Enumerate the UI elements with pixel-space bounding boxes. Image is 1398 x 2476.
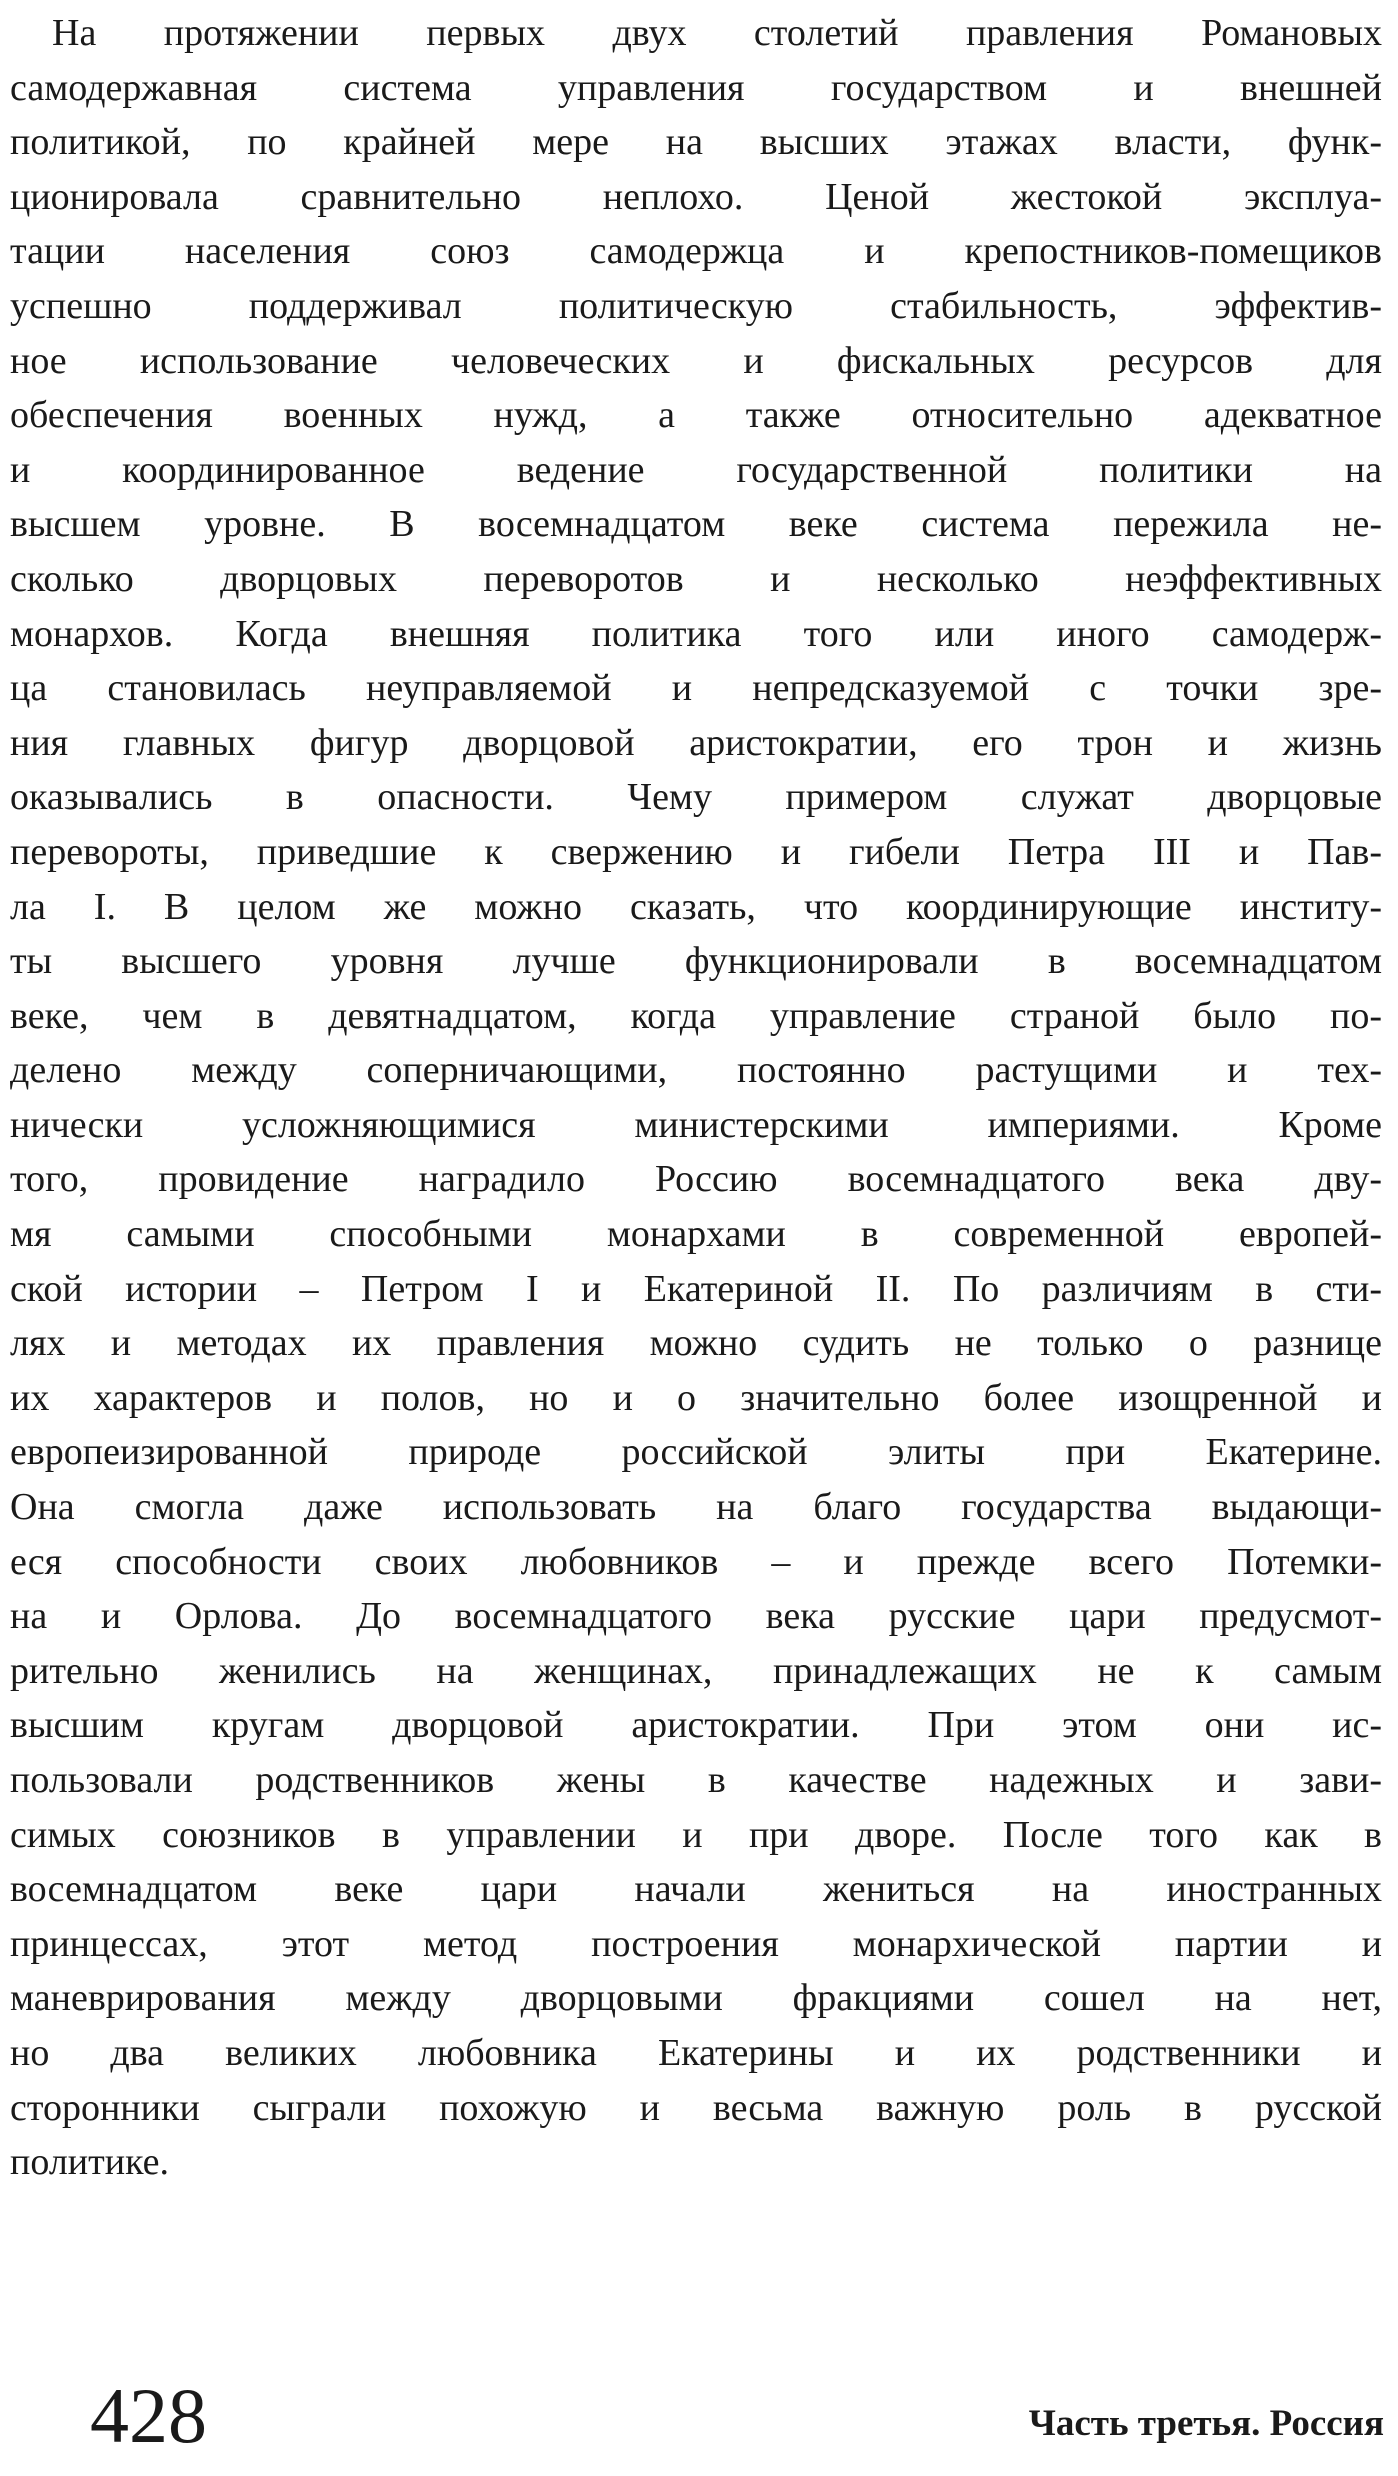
text-line: На протяжении первых двух столетий правления Романовых: [52, 12, 1382, 54]
text-line: ца становилась неуправляемой и непредсказуемой с точки зре-: [10, 667, 1382, 710]
text-line: принцессах, этот метод построения монархической партии и: [10, 1922, 1382, 1965]
text-line: на и Орлова. До восемнадцатого века русские цари предусмот-: [10, 1595, 1382, 1638]
text-line: нически усложняющимися министерскими империями. Кроме: [10, 1103, 1382, 1146]
text-line: маневрирования между дворцовыми фракциями сошел на нет,: [10, 1977, 1382, 2020]
text-line: веке, чем в девятнадцатом, когда управление страной было по-: [10, 994, 1382, 1037]
text-line: политикой, по крайней мере на высших этажах власти, функ-: [10, 121, 1382, 164]
text-line: пользовали родственников жены в качестве надежных и зави-: [10, 1759, 1382, 1801]
text-line: ния главных фигур дворцовой аристократии, его трон и жизнь: [10, 721, 1382, 764]
text-line: еся способности своих любовников – и прежде всего Потемки-: [10, 1540, 1382, 1583]
text-line: и координированное ведение государственной политики на: [10, 448, 1382, 491]
text-line: монархов. Когда внешняя политика того или иного самодерж-: [10, 612, 1382, 655]
text-line: сторонники сыграли похожую и весьма важную роль в русской: [10, 2086, 1382, 2129]
text-line: симых союзников в управлении и при дворе. После того как в: [10, 1813, 1382, 1856]
text-line: ты высшего уровня лучше функционировали в восемнадцатом: [10, 940, 1382, 983]
page-number: 428: [90, 2372, 207, 2459]
text-line: самодержавная система управления государством и внешней: [10, 66, 1382, 109]
text-line: оказывались в опасности. Чему примером служат дворцовые: [10, 776, 1382, 819]
text-line: европеизированной природе российской элиты при Екатерине.: [10, 1431, 1382, 1474]
text-line: ционировала сравнительно неплохо. Ценой жестокой эксплуа-: [10, 175, 1382, 218]
running-head: Часть третья. Россия: [1028, 2403, 1384, 2444]
page-footer: [0, 2366, 1398, 2466]
text-line: но два великих любовника Екатерины и их родственники и: [10, 2031, 1382, 2074]
text-line: обеспечения военных нужд, а также относительно адекватное: [10, 394, 1382, 437]
text-line: высшим кругам дворцовой аристократии. При этом они ис-: [10, 1704, 1382, 1747]
text-line: того, провидение наградило Россию восемнадцатого века дву-: [10, 1158, 1382, 1201]
text-line: ное использование человеческих и фискальных ресурсов для: [10, 339, 1382, 382]
text-line: сколько дворцовых переворотов и несколько неэффективных: [10, 557, 1382, 600]
text-line: политике.: [10, 2141, 169, 2184]
text-line: рительно женились на женщинах, принадлежащих не к самым: [10, 1649, 1382, 1692]
text-line: делено между соперничающими, постоянно растущими и тех-: [10, 1049, 1382, 1092]
text-line: ской истории – Петром I и Екатериной II. По различиям в сти-: [10, 1267, 1382, 1310]
text-line: восемнадцатом веке цари начали жениться на иностранных: [10, 1868, 1382, 1911]
text-line: лях и методах их правления можно судить не только о разнице: [10, 1322, 1382, 1365]
text-line: их характеров и полов, но и о значительно более изощренной и: [10, 1376, 1382, 1419]
text-line: перевороты, приведшие к свержению и гибели Петра III и Пав-: [10, 830, 1382, 873]
text-line: тации населения союз самодержца и крепостников-помещиков: [10, 230, 1382, 273]
text-line: Она смогла даже использовать на благо государства выдающи-: [10, 1486, 1382, 1529]
text-line: успешно поддерживал политическую стабильность, эффектив-: [10, 284, 1382, 327]
body-text: [10, 6, 1382, 2190]
text-line: высшем уровне. В восемнадцатом веке система пережила не-: [10, 503, 1382, 546]
text-line: мя самыми способными монархами в современной европей-: [10, 1213, 1382, 1256]
text-line: ла I. В целом же можно сказать, что координирующие институ-: [10, 885, 1382, 928]
